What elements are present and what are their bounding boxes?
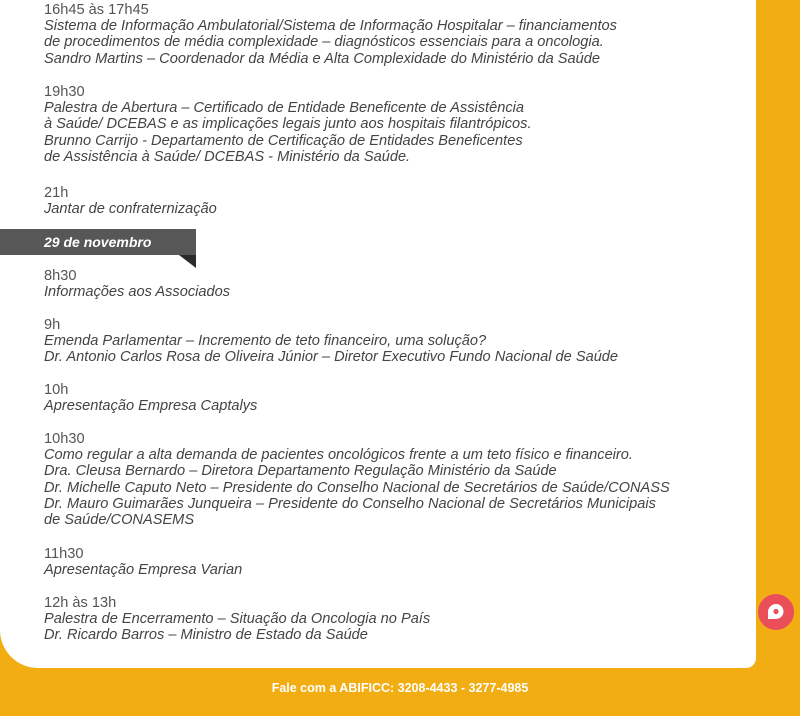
session-line: Dra. Cleusa Bernardo – Diretora Departamento Regulação Ministério da Saúde — [44, 463, 557, 480]
footer-contact: Fale com a ABIFICC: 3208-4433 - 3277-4985 — [271, 681, 529, 695]
session-line: Palestra de Encerramento – Situação da Oncologia no País — [44, 611, 431, 628]
day-banner — [0, 229, 196, 255]
session-line: Sistema de Informação Ambulatorial/Sistema de Informação Hospitalar – financiamentos — [44, 18, 617, 35]
session-21h — [44, 185, 217, 217]
session-line: à Saúde/ DCEBAS e as implicações legais junto aos hospitais filantrópicos. — [44, 116, 532, 133]
session-line: de procedimentos de média complexidade – diagnósticos essenciais para a oncologia. — [44, 34, 604, 51]
session-time: 12h às 13h — [44, 595, 117, 611]
session-8h30 — [44, 268, 230, 300]
chat-bubble-icon — [766, 602, 786, 622]
session-time: 8h30 — [44, 268, 77, 284]
session-10h — [44, 382, 257, 414]
session-time: 9h — [44, 317, 61, 333]
day-banner-label: 29 de novembro — [44, 234, 152, 250]
session-time: 11h30 — [44, 546, 84, 562]
session-line: Jantar de confraternização — [44, 201, 217, 218]
chat-widget-button[interactable] — [758, 594, 794, 630]
session-line: Informações aos Associados — [44, 284, 231, 301]
session-time: 10h — [44, 382, 69, 398]
session-line: de Saúde/CONASEMS — [44, 512, 195, 529]
session-line: Sandro Martins – Coordenador da Média e Alta Complexidade do Ministério da Saúde — [44, 50, 600, 67]
session-1930 — [44, 84, 532, 165]
session-line: Dr. Antonio Carlos Rosa de Oliveira Júnior – Diretor Executivo Fundo Nacional de Saúde — [44, 349, 619, 366]
session-line: Brunno Carrijo - Departamento de Certificação de Entidades Beneficentes — [44, 132, 523, 149]
session-line: Palestra de Abertura – Certificado de Entidade Beneficente de Assistência — [44, 100, 524, 117]
session-line: Apresentação Empresa Varian — [44, 562, 243, 579]
session-10h30 — [44, 431, 670, 528]
session-11h30 — [44, 546, 242, 578]
session-time: 21h — [44, 185, 69, 201]
session-time: 16h45 às 17h45 — [44, 2, 149, 18]
session-line: Dr. Ricardo Barros – Ministro de Estado da Saúde — [44, 627, 368, 644]
session-line: Dr. Michelle Caputo Neto – Presidente do Conselho Nacional de Secretários de Saúde/CONASS — [44, 479, 670, 496]
session-line: Emenda Parlamentar – Incremento de teto financeiro, uma solução? — [44, 333, 487, 350]
session-line: de Assistência à Saúde/ DCEBAS - Ministério da Saúde. — [44, 148, 411, 165]
session-time: 10h30 — [44, 431, 85, 447]
banner-fold — [179, 255, 196, 268]
session-1645 — [44, 2, 617, 67]
session-12h — [44, 595, 430, 644]
session-9h — [44, 317, 618, 366]
session-time: 19h30 — [44, 84, 85, 100]
session-line: Como regular a alta demanda de pacientes oncológicos frente a um teto físico e financeiro. — [44, 447, 633, 464]
session-line: Dr. Mauro Guimarães Junqueira – Presidente do Conselho Nacional de Secretários Municipais — [44, 495, 656, 512]
session-line: Apresentação Empresa Captalys — [44, 398, 258, 415]
